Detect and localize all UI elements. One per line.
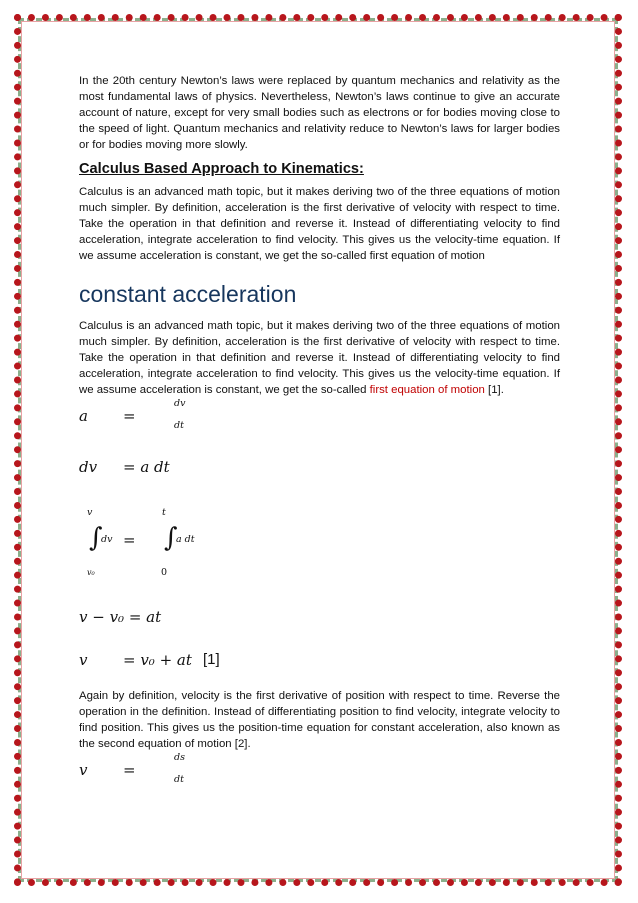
eq3-equals: =: [123, 531, 136, 549]
eq4: v − v₀ = at: [79, 608, 162, 626]
eq1-numerator: dv: [174, 398, 186, 409]
eq2-lhs: dv: [79, 458, 98, 476]
reference-1: [1].: [484, 384, 504, 396]
eq5-rhs: = v₀ + at: [123, 651, 192, 669]
eq3-integral-right: ∫: [164, 523, 178, 553]
intro-paragraph: In the 20th century Newton’s laws were replaced by quantum mechanics and relativity as the most fundamental laws of physics. Nevertheless, Newton’s laws continue to give an accurate account of nature, except for very small bodies such as electrons or for bodies moving close to the speed of light. Quantum mechanics and relativity reduce to Newton’s laws for larger bodies or for bodies moving more slowly.: [79, 75, 560, 151]
constant-acceleration-heading: constant acceleration: [79, 281, 297, 307]
eq1-equals: =: [123, 407, 136, 425]
calculus-paragraph-2: [79, 318, 560, 398]
eq1-lhs: a: [79, 407, 88, 425]
eq3-upper-limit-left: v: [87, 507, 93, 518]
eq3-lower-limit-right: 0: [161, 567, 168, 578]
eq3-integral-left: ∫: [89, 523, 103, 553]
position-paragraph: Again by definition, velocity is the first derivative of position with respect to time. Reverse the operation in the definition. Instead of differentiating position to find velocity, integrate velocity to find position. This gives us the position-time equation for constant acceleration, also known as the second equation of motion [2].: [79, 690, 560, 750]
calculus-paragraph-1: Calculus is an advanced math topic, but it makes deriving two of the three equations of motion much simpler. By definition, acceleration is the first derivative of velocity with respect to time. Take the operation in that definition and reverse it. Instead of differentiating velocity to find acceleration, integrate acceleration to find velocity. This gives us the velocity-time equation. If we assume acceleration is constant, we get the so-called first equation of motion: [79, 186, 560, 262]
eq6-denominator: dt: [174, 774, 184, 785]
eq3-integrand-left: dv: [101, 534, 113, 545]
eq2-rhs: = a dt: [123, 458, 170, 476]
page-content: [79, 73, 560, 792]
equation-6-block: [79, 752, 560, 792]
eq5-reference: [1]: [203, 651, 220, 668]
eq5-lhs: v: [79, 651, 88, 669]
eq3-upper-limit-right: t: [162, 507, 166, 518]
eq6-equals: =: [123, 761, 136, 779]
eq3-integrand-right: a dt: [176, 534, 195, 545]
first-equation-link[interactable]: first equation of motion: [369, 384, 485, 396]
eq1-denominator: dt: [174, 420, 184, 431]
calculus-paragraph-2-text: Calculus is an advanced math topic, but it makes deriving two of the three equations of motion much simpler. By definition, acceleration is the first derivative of velocity with respect to time. Take the operation in that definition and reverse it. Instead of differentiating velocity to find acceleration, integrate acceleration to find velocity. This gives us the velocity-time equation. If we assume acceleration is constant, we get the so-called: [79, 320, 560, 396]
eq6-numerator: ds: [174, 752, 185, 763]
section-heading: Calculus Based Approach to Kinematics:: [79, 161, 364, 177]
equations-block: [79, 398, 560, 688]
eq6-lhs: v: [79, 761, 88, 779]
eq3-lower-limit-left: v₀: [87, 568, 95, 577]
